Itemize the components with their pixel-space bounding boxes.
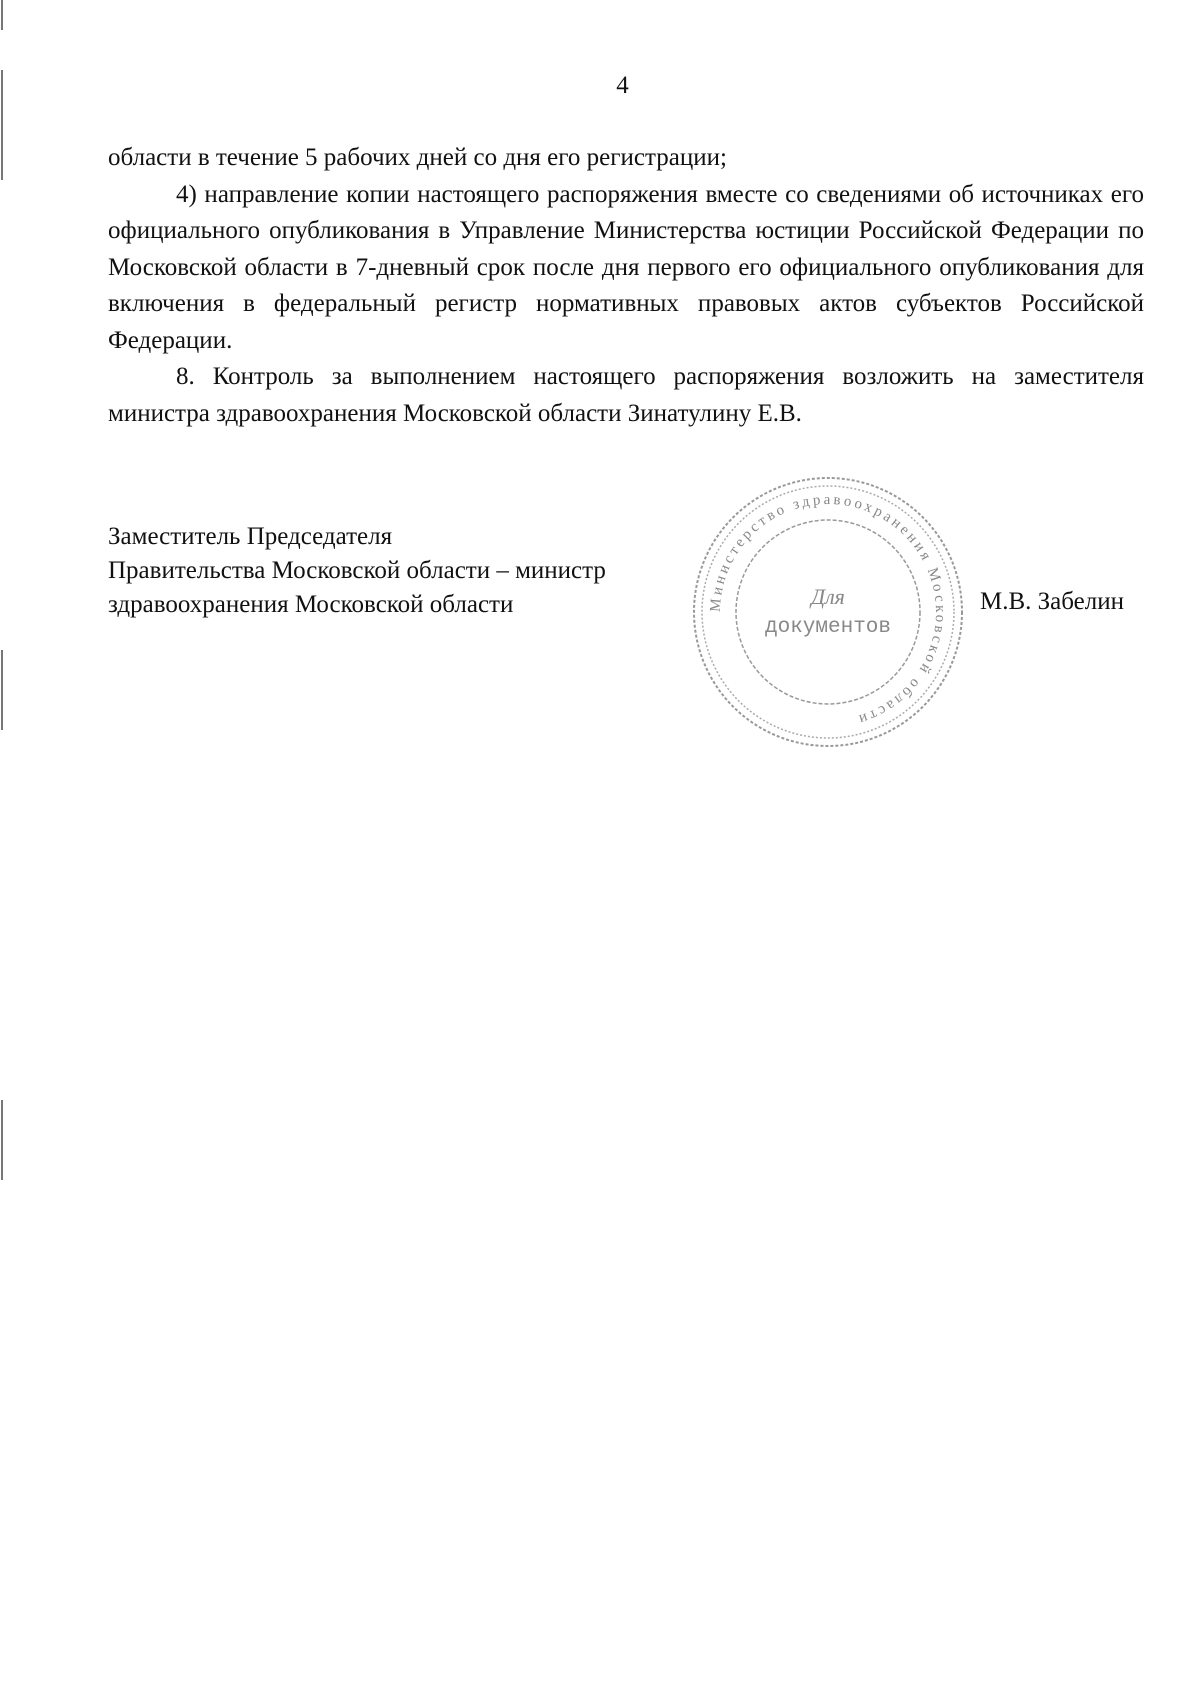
paragraph: 8. Контроль за выполнением настоящего распоряжения возложить на заместителя министра здравоохранения Московской области Зинатулину Е.В. — [108, 363, 1144, 427]
position-line: здравоохранения Московской области — [108, 591, 514, 618]
stamp-center-text: Для — [811, 584, 845, 609]
official-stamp — [688, 472, 968, 752]
scan-edge-mark — [1, 1100, 3, 1180]
scan-edge-mark — [1, 0, 3, 30]
document-body — [108, 140, 1144, 432]
page-number: 4 — [616, 72, 629, 99]
signatory-name: М.В. Забелин — [980, 588, 1124, 615]
stamp-center-text: документов — [764, 616, 892, 639]
paragraph: области в течение 5 рабочих дней со дня его регистрации; — [108, 144, 727, 171]
position-line: Правительства Московской области – министр — [108, 557, 606, 584]
position-line: Заместитель Председателя — [108, 523, 393, 550]
paragraph: 4) направление копии настоящего распоряжения вместе со сведениями об источниках его официального опубликования в Управление Министерства юстиции Российской Федерации по Московской области в 7-дневный срок после дня первого его официального опубликования для включения в федеральный регистр нормативных правовых актов субъектов Российской Федерации. — [108, 180, 1144, 354]
scan-edge-mark — [1, 650, 3, 730]
stamp-ring-text: Министерство здравоохранения Московской области — [707, 491, 949, 729]
svg-text:Министерство здравоохранения М — [708, 492, 948, 728]
signatory-position — [108, 520, 606, 622]
